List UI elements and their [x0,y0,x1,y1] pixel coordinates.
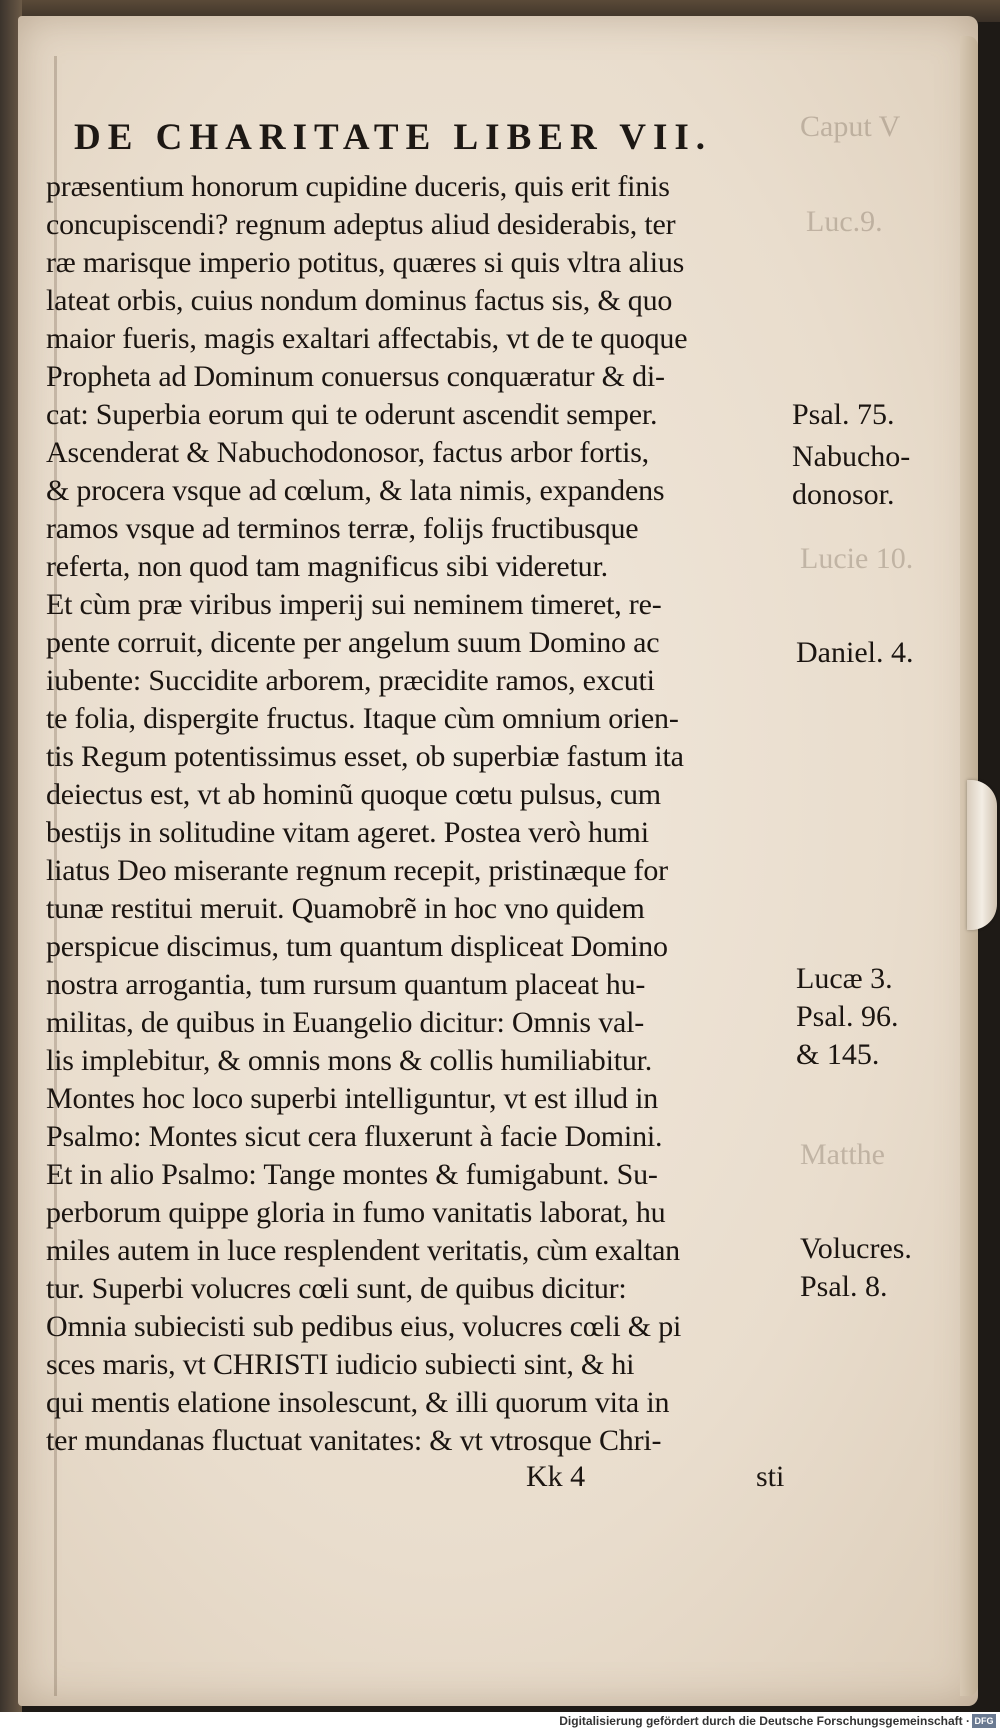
text-line: ramos vsque ad terminos terræ, folijs fructibusque [46,512,639,545]
margin-note: Psal. 75. [792,398,895,431]
text-line: miles autem in luce resplendent veritatis, cùm exaltan [46,1234,680,1267]
text-line: ræ marisque imperio potitus, quæres si quis vltra alius [46,246,685,279]
text-line: lis implebitur, & omnis mons & collis humiliabitur. [46,1044,653,1077]
text-line: referta, non quod tam magnificus sibi videretur. [46,550,608,583]
margin-note: Volucres. [800,1232,912,1265]
text-line: nostra arrogantia, tum rursum quantum placeat hu- [46,968,646,1001]
dfg-logo: DFG [972,1714,996,1728]
text-line: pente corruit, dicente per angelum suum Domino ac [46,626,660,659]
text-line: Et in alio Psalmo: Tange montes & fumigabunt. Su- [46,1158,658,1191]
text-line: Psalmo: Montes sicut cera fluxerunt à facie Domini. [46,1120,663,1153]
bleed-through-text: Matthe [800,1138,885,1171]
margin-note: Psal. 8. [800,1270,888,1303]
text-line: & procera vsque ad cœlum, & lata nimis, expandens [46,474,665,507]
margin-note: & 145. [796,1038,880,1071]
text-line: lateat orbis, cuius nondum dominus factus sis, & quo [46,284,673,317]
margin-note: Psal. 96. [796,1000,899,1033]
text-line: ter mundanas fluctuat vanitates: & vt vtrosque Chri- [46,1424,662,1457]
catchword: sti [756,1460,785,1493]
text-line: perborum quippe gloria in fumo vanitatis laborat, hu [46,1196,666,1229]
text-line: Ascenderat & Nabuchodonosor, factus arbor fortis, [46,436,649,469]
text-line: tur. Superbi volucres cœli sunt, de quibus dicitur: [46,1272,627,1305]
text-line: Propheta ad Dominum conuersus conquæratur & di- [46,360,665,393]
main-text-block [46,168,786,1460]
bleed-through-text: Luc.9. [806,205,883,238]
text-line: præsentium honorum cupidine duceris, quis erit finis [46,170,670,203]
running-header: DE CHARITATE LIBER VII. [74,117,713,158]
text-line: Montes hoc loco superbi intelliguntur, vt est illud in [46,1082,659,1115]
page-clip [967,780,997,930]
text-line: militas, de quibus in Euangelio dicitur: Omnis val- [46,1006,645,1039]
text-line: deiectus est, vt ab hominũ quoque cœtu pulsus, cum [46,778,661,811]
text-line: Omnia subiecisti sub pedibus eius, volucres cœli & pi [46,1310,682,1343]
funding-credit: Digitalisierung gefördert durch die Deutsche Forschungsgemeinschaft · [559,1714,970,1728]
text-line: cat: Superbia eorum qui te oderunt ascendit semper. [46,398,658,431]
text-line: tunæ restitui meruit. Quamobrẽ in hoc vno quidem [46,892,645,925]
text-line: maior fueris, magis exaltari affectabis, vt de te quoque [46,322,688,355]
bleed-through-text: Lucie 10. [800,542,914,575]
margin-note: Lucæ 3. [796,962,893,995]
signature-mark: Kk 4 [526,1460,586,1493]
text-line: tis Regum potentissimus esset, ob superbiæ fastum ita [46,740,684,773]
text-line: iubente: Succidite arborem, præcidite ramos, excuti [46,664,655,697]
margin-note: Daniel. 4. [796,636,914,669]
text-line: Et cùm præ viribus imperij sui neminem timeret, re- [46,588,662,621]
text-line: te folia, dispergite fructus. Itaque cùm omnium orien- [46,702,679,735]
text-line: concupiscendi? regnum adeptus aliud desiderabis, ter [46,208,676,241]
text-line: qui mentis elatione insolescunt, & illi quorum vita in [46,1386,670,1419]
bleed-through-text: Caput V [800,110,901,143]
text-line: liatus Deo miserante regnum recepit, pristinæque for [46,854,668,887]
text-line: perspicue discimus, tum quantum displiceat Domino [46,930,668,963]
margin-note: donosor. [792,478,895,511]
text-line: bestijs in solitudine vitam ageret. Postea verò humi [46,816,649,849]
text-line: sces maris, vt CHRISTI iudicio subiecti sint, & hi [46,1348,635,1381]
margin-note: Nabucho- [792,440,911,473]
